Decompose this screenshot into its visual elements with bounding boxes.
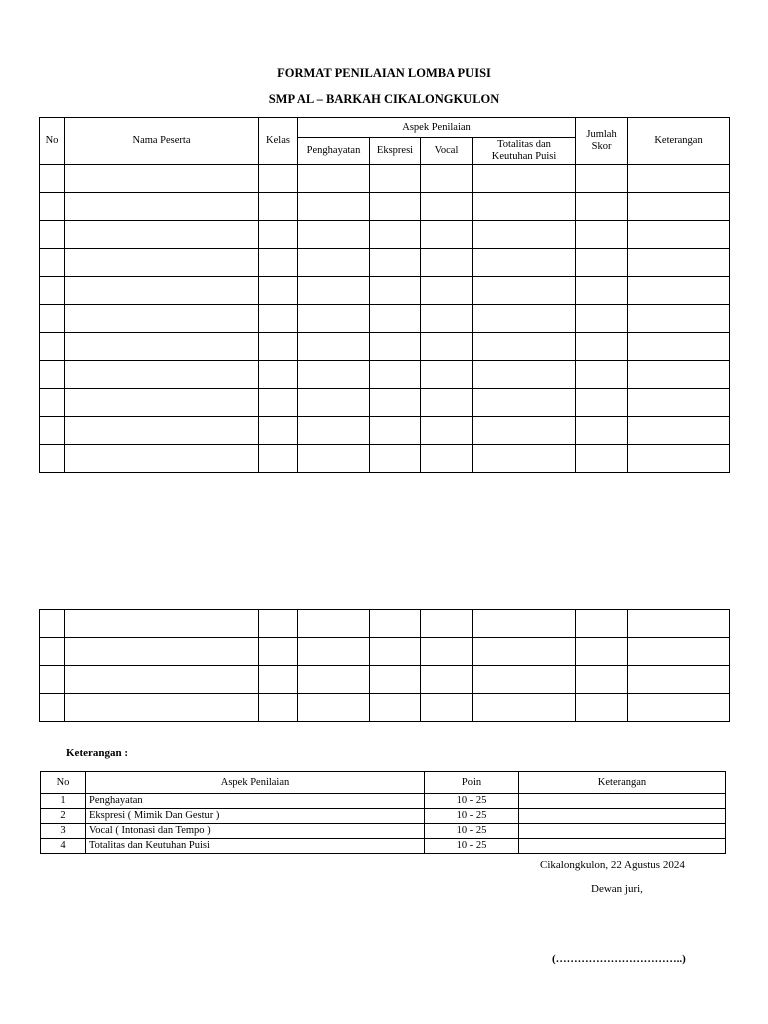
score-row bbox=[40, 221, 730, 249]
aspect-name: Vocal ( Intonasi dan Tempo ) bbox=[86, 824, 425, 839]
vocal-cell[interactable] bbox=[421, 389, 473, 417]
appreciation-cell[interactable] bbox=[298, 445, 370, 473]
header-totality-line2: Keutuhan Puisi bbox=[491, 151, 557, 162]
vocal-cell[interactable] bbox=[421, 277, 473, 305]
no-cell[interactable] bbox=[40, 445, 65, 473]
totality-cell[interactable] bbox=[473, 638, 576, 666]
total-score-cell[interactable] bbox=[576, 417, 628, 445]
judge-label: Dewan juri, bbox=[591, 883, 643, 895]
expression-cell[interactable] bbox=[370, 221, 421, 249]
total-score-cell[interactable] bbox=[576, 389, 628, 417]
appreciation-cell[interactable] bbox=[298, 389, 370, 417]
aspect-points: 10 - 25 bbox=[425, 824, 519, 839]
appreciation-cell[interactable] bbox=[298, 249, 370, 277]
expression-cell[interactable] bbox=[370, 610, 421, 638]
notes-cell[interactable] bbox=[628, 610, 730, 638]
header-notes: Keterangan bbox=[628, 118, 730, 165]
score-row bbox=[40, 666, 730, 694]
total-score-cell[interactable] bbox=[576, 193, 628, 221]
participant-name-cell[interactable] bbox=[65, 333, 259, 361]
notes-cell[interactable] bbox=[628, 361, 730, 389]
totality-cell[interactable] bbox=[473, 193, 576, 221]
total-score-cell[interactable] bbox=[576, 277, 628, 305]
participant-name-cell[interactable] bbox=[65, 666, 259, 694]
notes-cell[interactable] bbox=[628, 333, 730, 361]
school-name: SMP AL – BARKAH CIKALONGKULON bbox=[268, 92, 500, 106]
aspect-header-aspect: Aspek Penilaian bbox=[86, 772, 425, 794]
scoring-table bbox=[39, 117, 730, 473]
vocal-cell[interactable] bbox=[421, 417, 473, 445]
notes-cell[interactable] bbox=[628, 193, 730, 221]
header-vocal: Vocal bbox=[421, 138, 473, 165]
notes-cell[interactable] bbox=[628, 389, 730, 417]
vocal-cell[interactable] bbox=[421, 333, 473, 361]
total-score-cell[interactable] bbox=[576, 221, 628, 249]
score-row bbox=[40, 305, 730, 333]
vocal-cell[interactable] bbox=[421, 638, 473, 666]
aspect-no: 2 bbox=[41, 809, 86, 824]
appreciation-cell[interactable] bbox=[298, 361, 370, 389]
aspect-row bbox=[41, 794, 726, 809]
appreciation-cell[interactable] bbox=[298, 333, 370, 361]
vocal-cell[interactable] bbox=[421, 165, 473, 193]
no-cell[interactable] bbox=[40, 666, 65, 694]
notes-cell[interactable] bbox=[628, 221, 730, 249]
header-totality-line1: Totalitas dan bbox=[497, 139, 551, 150]
appreciation-cell[interactable] bbox=[298, 694, 370, 722]
aspect-notes-cell[interactable] bbox=[519, 824, 726, 839]
notes-cell[interactable] bbox=[628, 445, 730, 473]
aspect-name: Totalitas dan Keutuhan Puisi bbox=[86, 839, 425, 854]
expression-cell[interactable] bbox=[370, 417, 421, 445]
aspect-name: Ekspresi ( Mimik Dan Gestur ) bbox=[86, 809, 425, 824]
vocal-cell[interactable] bbox=[421, 610, 473, 638]
vocal-cell[interactable] bbox=[421, 305, 473, 333]
vocal-cell[interactable] bbox=[421, 221, 473, 249]
header-totality bbox=[473, 138, 576, 165]
expression-cell[interactable] bbox=[370, 165, 421, 193]
totality-cell[interactable] bbox=[473, 221, 576, 249]
class-cell[interactable] bbox=[259, 165, 298, 193]
no-cell[interactable] bbox=[40, 193, 65, 221]
aspect-name: Penghayatan bbox=[86, 794, 425, 809]
place-and-date: Cikalongkulon, 22 Agustus 2024 bbox=[540, 859, 685, 871]
appreciation-cell[interactable] bbox=[298, 417, 370, 445]
vocal-cell[interactable] bbox=[421, 193, 473, 221]
class-cell[interactable] bbox=[259, 249, 298, 277]
score-row bbox=[40, 165, 730, 193]
no-cell[interactable] bbox=[40, 277, 65, 305]
no-cell[interactable] bbox=[40, 165, 65, 193]
class-cell[interactable] bbox=[259, 361, 298, 389]
aspect-no: 3 bbox=[41, 824, 86, 839]
no-cell[interactable] bbox=[40, 305, 65, 333]
aspect-header-no: No bbox=[41, 772, 86, 794]
signature-line: (……………………………..) bbox=[552, 953, 686, 965]
score-row bbox=[40, 445, 730, 473]
aspect-no: 1 bbox=[41, 794, 86, 809]
header-total-line2: Skor bbox=[591, 141, 612, 152]
notes-cell[interactable] bbox=[628, 305, 730, 333]
class-cell[interactable] bbox=[259, 445, 298, 473]
header-appreciation: Penghayatan bbox=[298, 138, 370, 165]
participant-name-cell[interactable] bbox=[65, 221, 259, 249]
vocal-cell[interactable] bbox=[421, 361, 473, 389]
appreciation-cell[interactable] bbox=[298, 666, 370, 694]
aspect-row bbox=[41, 839, 726, 854]
notes-cell[interactable] bbox=[628, 277, 730, 305]
vocal-cell[interactable] bbox=[421, 249, 473, 277]
score-row bbox=[40, 249, 730, 277]
appreciation-cell[interactable] bbox=[298, 165, 370, 193]
aspect-points: 10 - 25 bbox=[425, 839, 519, 854]
total-score-cell[interactable] bbox=[576, 249, 628, 277]
score-row bbox=[40, 361, 730, 389]
class-cell[interactable] bbox=[259, 221, 298, 249]
total-score-cell[interactable] bbox=[576, 361, 628, 389]
aspect-notes-cell[interactable] bbox=[519, 809, 726, 824]
totality-cell[interactable] bbox=[473, 417, 576, 445]
total-score-cell[interactable] bbox=[576, 333, 628, 361]
class-cell[interactable] bbox=[259, 694, 298, 722]
notes-cell[interactable] bbox=[628, 417, 730, 445]
aspect-row bbox=[41, 824, 726, 839]
totality-cell[interactable] bbox=[473, 610, 576, 638]
no-cell[interactable] bbox=[40, 333, 65, 361]
vocal-cell[interactable] bbox=[421, 694, 473, 722]
header-assessment-aspects: Aspek Penilaian bbox=[298, 118, 576, 138]
document-title: FORMAT PENILAIAN LOMBA PUISI bbox=[277, 66, 491, 80]
score-row bbox=[40, 193, 730, 221]
score-row bbox=[40, 417, 730, 445]
header-total-line1: Jumlah bbox=[586, 129, 617, 140]
expression-cell[interactable] bbox=[370, 638, 421, 666]
score-row bbox=[40, 389, 730, 417]
aspect-no: 4 bbox=[41, 839, 86, 854]
total-score-cell[interactable] bbox=[576, 165, 628, 193]
class-cell[interactable] bbox=[259, 417, 298, 445]
expression-cell[interactable] bbox=[370, 193, 421, 221]
vocal-cell[interactable] bbox=[421, 445, 473, 473]
total-score-cell[interactable] bbox=[576, 638, 628, 666]
no-cell[interactable] bbox=[40, 694, 65, 722]
class-cell[interactable] bbox=[259, 305, 298, 333]
header-no: No bbox=[40, 118, 65, 165]
totality-cell[interactable] bbox=[473, 445, 576, 473]
aspect-notes-cell[interactable] bbox=[519, 794, 726, 809]
participant-name-cell[interactable] bbox=[65, 305, 259, 333]
expression-cell[interactable] bbox=[370, 333, 421, 361]
notes-cell[interactable] bbox=[628, 165, 730, 193]
participant-name-cell[interactable] bbox=[65, 694, 259, 722]
no-cell[interactable] bbox=[40, 389, 65, 417]
header-participant-name: Nama Peserta bbox=[65, 118, 259, 165]
header-class: Kelas bbox=[259, 118, 298, 165]
notes-cell[interactable] bbox=[628, 249, 730, 277]
participant-name-cell[interactable] bbox=[65, 445, 259, 473]
appreciation-cell[interactable] bbox=[298, 277, 370, 305]
total-score-cell[interactable] bbox=[576, 445, 628, 473]
participant-name-cell[interactable] bbox=[65, 165, 259, 193]
expression-cell[interactable] bbox=[370, 305, 421, 333]
class-cell[interactable] bbox=[259, 277, 298, 305]
participant-name-cell[interactable] bbox=[65, 610, 259, 638]
class-cell[interactable] bbox=[259, 666, 298, 694]
no-cell[interactable] bbox=[40, 361, 65, 389]
expression-cell[interactable] bbox=[370, 361, 421, 389]
score-row bbox=[40, 333, 730, 361]
aspect-notes-cell[interactable] bbox=[519, 839, 726, 854]
class-cell[interactable] bbox=[259, 333, 298, 361]
participant-name-cell[interactable] bbox=[65, 389, 259, 417]
class-cell[interactable] bbox=[259, 193, 298, 221]
no-cell[interactable] bbox=[40, 417, 65, 445]
no-cell[interactable] bbox=[40, 221, 65, 249]
notes-cell[interactable] bbox=[628, 666, 730, 694]
expression-cell[interactable] bbox=[370, 445, 421, 473]
no-cell[interactable] bbox=[40, 638, 65, 666]
notes-cell[interactable] bbox=[628, 694, 730, 722]
expression-cell[interactable] bbox=[370, 666, 421, 694]
appreciation-cell[interactable] bbox=[298, 193, 370, 221]
notes-cell[interactable] bbox=[628, 638, 730, 666]
totality-cell[interactable] bbox=[473, 694, 576, 722]
totality-cell[interactable] bbox=[473, 165, 576, 193]
expression-cell[interactable] bbox=[370, 277, 421, 305]
total-score-cell[interactable] bbox=[576, 610, 628, 638]
no-cell[interactable] bbox=[40, 249, 65, 277]
aspect-points: 10 - 25 bbox=[425, 809, 519, 824]
totality-cell[interactable] bbox=[473, 249, 576, 277]
score-row bbox=[40, 610, 730, 638]
participant-name-cell[interactable] bbox=[65, 277, 259, 305]
participant-name-cell[interactable] bbox=[65, 417, 259, 445]
totality-cell[interactable] bbox=[473, 389, 576, 417]
participant-name-cell[interactable] bbox=[65, 193, 259, 221]
totality-cell[interactable] bbox=[473, 361, 576, 389]
header-expression: Ekspresi bbox=[370, 138, 421, 165]
participant-name-cell[interactable] bbox=[65, 638, 259, 666]
appreciation-cell[interactable] bbox=[298, 610, 370, 638]
appreciation-cell[interactable] bbox=[298, 638, 370, 666]
aspect-row bbox=[41, 809, 726, 824]
aspect-points: 10 - 25 bbox=[425, 794, 519, 809]
expression-cell[interactable] bbox=[370, 694, 421, 722]
header-total-score bbox=[576, 118, 628, 165]
no-cell[interactable] bbox=[40, 610, 65, 638]
participant-name-cell[interactable] bbox=[65, 249, 259, 277]
score-row bbox=[40, 694, 730, 722]
score-row bbox=[40, 277, 730, 305]
totality-cell[interactable] bbox=[473, 305, 576, 333]
total-score-cell[interactable] bbox=[576, 694, 628, 722]
aspect-header-points: Poin bbox=[425, 772, 519, 794]
totality-cell[interactable] bbox=[473, 333, 576, 361]
appreciation-cell[interactable] bbox=[298, 221, 370, 249]
score-row bbox=[40, 638, 730, 666]
totality-cell[interactable] bbox=[473, 666, 576, 694]
class-cell[interactable] bbox=[259, 638, 298, 666]
appreciation-cell[interactable] bbox=[298, 305, 370, 333]
notes-title: Keterangan : bbox=[66, 747, 129, 759]
expression-cell[interactable] bbox=[370, 249, 421, 277]
total-score-cell[interactable] bbox=[576, 666, 628, 694]
scoring-table-continued bbox=[39, 609, 730, 722]
class-cell[interactable] bbox=[259, 610, 298, 638]
totality-cell[interactable] bbox=[473, 277, 576, 305]
participant-name-cell[interactable] bbox=[65, 361, 259, 389]
aspect-header-notes: Keterangan bbox=[519, 772, 726, 794]
expression-cell[interactable] bbox=[370, 389, 421, 417]
class-cell[interactable] bbox=[259, 389, 298, 417]
aspect-reference-table bbox=[40, 771, 726, 854]
vocal-cell[interactable] bbox=[421, 666, 473, 694]
total-score-cell[interactable] bbox=[576, 305, 628, 333]
